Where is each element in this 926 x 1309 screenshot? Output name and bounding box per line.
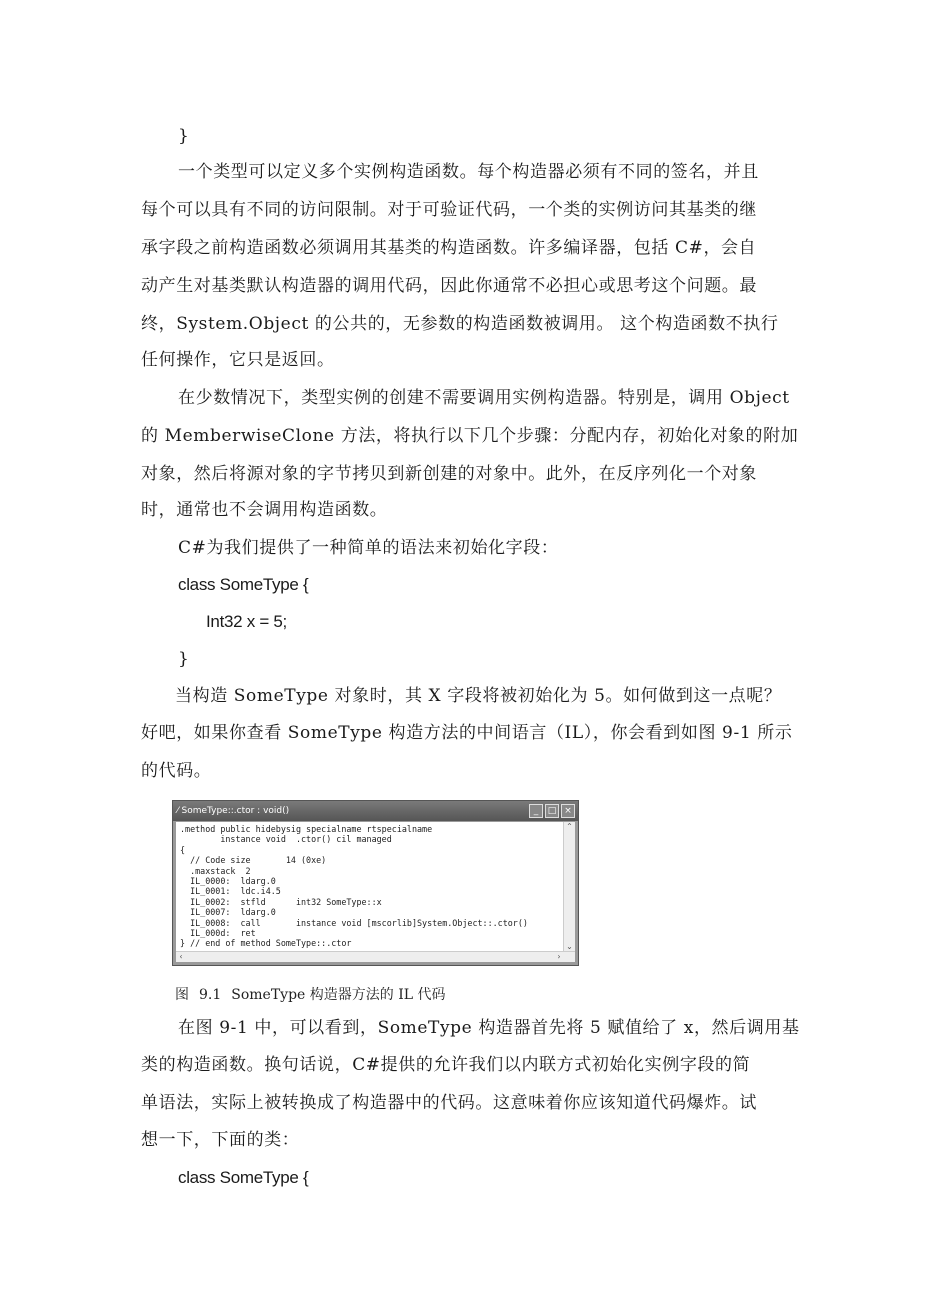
code-line: Int32 x = 5; bbox=[206, 612, 287, 631]
code-pane bbox=[176, 822, 575, 962]
il-code-window bbox=[172, 800, 579, 966]
caption-number: 9.1 bbox=[199, 987, 222, 1003]
window-controls bbox=[529, 804, 575, 818]
text-line: 在少数情况下，类型实例的创建不需要调用实例构造器。特别是，调用 Object bbox=[178, 388, 790, 408]
text-line: 动产生对基类默认构造器的调用代码，因此你通常不必担心或思考这个问题。最 bbox=[141, 276, 757, 296]
text-line: 时，通常也不会调用构造函数。 bbox=[141, 500, 388, 520]
caption-label: 图 bbox=[175, 987, 189, 1003]
text-line: } bbox=[178, 649, 190, 669]
text-line: 的代码。 bbox=[141, 761, 212, 781]
text-line: 好吧，如果你查看 SomeType 构造方法的中间语言（IL），你会看到如图 9-1 所示 bbox=[141, 723, 793, 743]
scroll-down-icon[interactable]: ⌄ bbox=[566, 942, 573, 951]
scroll-left-icon[interactable]: ‹ bbox=[179, 952, 183, 961]
figure-caption bbox=[175, 984, 446, 1004]
minimize-icon[interactable]: _ bbox=[529, 804, 543, 818]
text-line: 一个类型可以定义多个实例构造函数。每个构造器必须有不同的签名，并且 bbox=[178, 162, 759, 182]
app-icon: ⁄ bbox=[177, 806, 179, 816]
text-line: } bbox=[178, 126, 190, 146]
code-line: class SomeType { bbox=[178, 1168, 309, 1187]
text-line: 承字段之前构造函数必须调用其基类的构造函数。许多编译器，包括 C#，会自 bbox=[141, 238, 757, 258]
text-line: 当构造 SomeType 对象时，其 X 字段将被初始化为 5。如何做到这一点呢？ bbox=[175, 686, 782, 706]
horizontal-scrollbar[interactable] bbox=[176, 951, 575, 962]
window-title: SomeType::.ctor : void() bbox=[181, 806, 290, 816]
close-icon[interactable]: × bbox=[561, 804, 575, 818]
scroll-up-icon[interactable]: ⌃ bbox=[566, 822, 573, 831]
window-titlebar bbox=[173, 801, 578, 821]
text-line: 单语法，实际上被转换成了构造器中的代码。这意味着你应该知道代码爆炸。试 bbox=[141, 1093, 757, 1113]
text-line: 任何操作，它只是返回。 bbox=[141, 350, 335, 370]
text-line: C#为我们提供了一种简单的语法来初始化字段： bbox=[178, 538, 559, 558]
scroll-right-icon[interactable]: › bbox=[557, 952, 561, 961]
code-line: class SomeType { bbox=[178, 575, 309, 594]
text-line: 类的构造函数。换句话说，C#提供的允许我们以内联方式初始化实例字段的简 bbox=[141, 1055, 751, 1075]
maximize-icon[interactable]: □ bbox=[545, 804, 559, 818]
vertical-scrollbar[interactable] bbox=[563, 822, 575, 952]
text-line: 对象，然后将源对象的字节拷贝到新创建的对象中。此外，在反序列化一个对象 bbox=[141, 464, 757, 484]
caption-text: SomeType 构造器方法的 IL 代码 bbox=[231, 987, 446, 1003]
text-line: 每个可以具有不同的访问限制。对于可验证代码，一个类的实例访问其基类的继 bbox=[141, 200, 757, 220]
text-line: 终，System.Object 的公共的，无参数的构造函数被调用。 这个构造函数不执行 bbox=[141, 314, 779, 334]
text-line: 的 MemberwiseClone 方法，将执行以下几个步骤：分配内存，初始化对象的附加 bbox=[141, 426, 799, 446]
text-line: 在图 9-1 中，可以看到，SomeType 构造器首先将 5 赋值给了 x，然后调用基 bbox=[178, 1018, 800, 1038]
text-line: 想一下，下面的类： bbox=[141, 1130, 300, 1150]
il-code-text: .method public hidebysig specialname rtspecialname instance void .ctor() cil managed { // Code size 14 (0xe) .maxstack 2 IL_0000: ldarg.0 IL_0001: ldc.i4.5 IL_0002: stfld int32 SomeType::x IL_0007: ldarg.0 IL_0008: call instance void [mscorlib]System.Object::.ctor() IL_000d: ret } // end of method SomeType::.ctor bbox=[180, 824, 528, 949]
